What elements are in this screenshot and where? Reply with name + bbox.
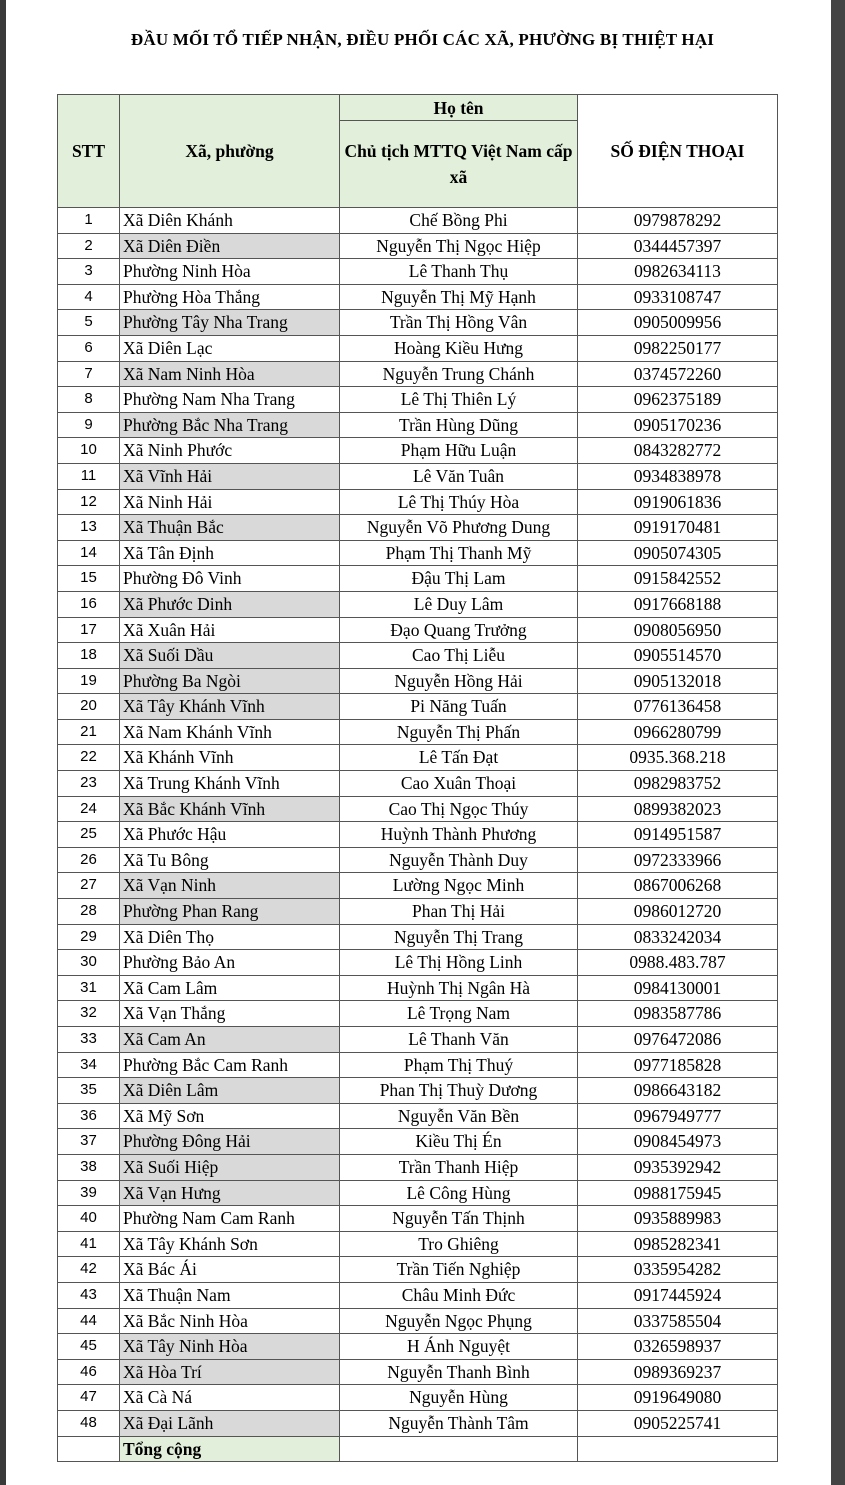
table-row <box>58 1027 778 1053</box>
row-commune: Xã Vĩnh Hải <box>120 463 340 489</box>
table-row <box>58 873 778 899</box>
row-stt: 7 <box>58 361 120 387</box>
table-row <box>58 1052 778 1078</box>
row-phone: 0867006268 <box>578 873 778 899</box>
row-chairman-name: Nguyễn Thành Duy <box>340 847 578 873</box>
table-row <box>58 489 778 515</box>
page-edge-right <box>831 0 845 1485</box>
row-chairman-name: Phan Thị Thuỳ Dương <box>340 1078 578 1104</box>
row-phone: 0905170236 <box>578 412 778 438</box>
table-row <box>58 335 778 361</box>
row-phone: 0337585504 <box>578 1308 778 1334</box>
row-chairman-name: Lường Ngọc Minh <box>340 873 578 899</box>
table-row <box>58 1385 778 1411</box>
table-row <box>58 1129 778 1155</box>
row-chairman-name: Châu Minh Đức <box>340 1282 578 1308</box>
table-row <box>58 515 778 541</box>
row-stt: 27 <box>58 873 120 899</box>
row-stt: 48 <box>58 1410 120 1436</box>
table-row <box>58 1282 778 1308</box>
row-stt: 5 <box>58 310 120 336</box>
row-phone: 0982634113 <box>578 259 778 285</box>
row-chairman-name: Huỳnh Thành Phương <box>340 822 578 848</box>
row-commune: Xã Phước Dinh <box>120 591 340 617</box>
row-chairman-name: Nguyễn Tấn Thịnh <box>340 1206 578 1232</box>
row-stt: 23 <box>58 771 120 797</box>
page-edge-left <box>0 0 6 1485</box>
row-phone: 0905009956 <box>578 310 778 336</box>
total-row <box>58 1436 778 1462</box>
row-phone: 0984130001 <box>578 975 778 1001</box>
row-chairman-name: Nguyễn Võ Phương Dung <box>340 515 578 541</box>
row-chairman-name: Nguyễn Ngọc Phụng <box>340 1308 578 1334</box>
row-chairman-name: Phạm Thị Thuý <box>340 1052 578 1078</box>
table-row <box>58 310 778 336</box>
row-phone: 0919170481 <box>578 515 778 541</box>
row-chairman-name: Lê Duy Lâm <box>340 591 578 617</box>
row-chairman-name: Pi Năng Tuấn <box>340 694 578 720</box>
row-chairman-name: Nguyễn Thị Trang <box>340 924 578 950</box>
row-commune: Xã Thuận Nam <box>120 1282 340 1308</box>
header-stt: STT <box>58 95 120 208</box>
row-chairman-name: Phạm Hữu Luận <box>340 438 578 464</box>
row-stt: 18 <box>58 643 120 669</box>
table-row <box>58 361 778 387</box>
row-phone: 0982250177 <box>578 335 778 361</box>
row-stt: 33 <box>58 1027 120 1053</box>
row-phone: 0905074305 <box>578 540 778 566</box>
row-phone: 0972333966 <box>578 847 778 873</box>
row-commune: Phường Tây Nha Trang <box>120 310 340 336</box>
row-chairman-name: Cao Thị Ngọc Thúy <box>340 796 578 822</box>
table-row <box>58 412 778 438</box>
row-chairman-name: Lê Văn Tuân <box>340 463 578 489</box>
table-row <box>58 847 778 873</box>
row-chairman-name: Phan Thị Hải <box>340 899 578 925</box>
row-commune: Phường Nam Cam Ranh <box>120 1206 340 1232</box>
table-row <box>58 1180 778 1206</box>
row-commune: Xã Diên Điền <box>120 233 340 259</box>
row-stt: 10 <box>58 438 120 464</box>
row-chairman-name: Tro Ghiêng <box>340 1231 578 1257</box>
table-row <box>58 463 778 489</box>
table-row <box>58 1257 778 1283</box>
row-commune: Phường Nam Nha Trang <box>120 387 340 413</box>
row-stt: 28 <box>58 899 120 925</box>
row-chairman-name: Chế Bồng Phi <box>340 208 578 234</box>
row-commune: Phường Đông Hải <box>120 1129 340 1155</box>
row-phone: 0905225741 <box>578 1410 778 1436</box>
table-row <box>58 924 778 950</box>
total-empty-cell <box>340 1436 578 1462</box>
row-phone: 0962375189 <box>578 387 778 413</box>
row-chairman-name: Lê Tấn Đạt <box>340 745 578 771</box>
row-phone: 0934838978 <box>578 463 778 489</box>
table-row <box>58 745 778 771</box>
row-chairman-name: Nguyễn Thanh Bình <box>340 1359 578 1385</box>
row-commune: Xã Vạn Thắng <box>120 1001 340 1027</box>
row-commune: Xã Vạn Hưng <box>120 1180 340 1206</box>
row-stt: 31 <box>58 975 120 1001</box>
row-phone: 0985282341 <box>578 1231 778 1257</box>
row-chairman-name: Trần Hùng Dũng <box>340 412 578 438</box>
row-stt: 6 <box>58 335 120 361</box>
row-stt: 46 <box>58 1359 120 1385</box>
header-commune: Xã, phường <box>120 95 340 208</box>
row-commune: Xã Nam Khánh Vĩnh <box>120 719 340 745</box>
row-stt: 30 <box>58 950 120 976</box>
row-chairman-name: Nguyễn Hùng <box>340 1385 578 1411</box>
row-stt: 17 <box>58 617 120 643</box>
table-row <box>58 1154 778 1180</box>
row-commune: Xã Suối Hiệp <box>120 1154 340 1180</box>
row-stt: 39 <box>58 1180 120 1206</box>
table-row <box>58 208 778 234</box>
table-row <box>58 796 778 822</box>
row-chairman-name: Nguyễn Thành Tâm <box>340 1410 578 1436</box>
row-phone: 0914951587 <box>578 822 778 848</box>
table-row <box>58 694 778 720</box>
row-phone: 0326598937 <box>578 1334 778 1360</box>
row-commune: Xã Ninh Phước <box>120 438 340 464</box>
row-commune: Xã Khánh Vĩnh <box>120 745 340 771</box>
table-row <box>58 1334 778 1360</box>
row-stt: 32 <box>58 1001 120 1027</box>
row-stt: 8 <box>58 387 120 413</box>
row-phone: 0899382023 <box>578 796 778 822</box>
row-stt: 21 <box>58 719 120 745</box>
table-row <box>58 1308 778 1334</box>
row-chairman-name: Trần Tiến Nghiệp <box>340 1257 578 1283</box>
row-phone: 0935889983 <box>578 1206 778 1232</box>
table-row <box>58 1206 778 1232</box>
row-phone: 0979878292 <box>578 208 778 234</box>
row-commune: Phường Phan Rang <box>120 899 340 925</box>
row-stt: 38 <box>58 1154 120 1180</box>
total-empty-cell <box>58 1436 120 1462</box>
row-phone: 0905514570 <box>578 643 778 669</box>
row-chairman-name: Cao Thị Liễu <box>340 643 578 669</box>
row-commune: Xã Mỹ Sơn <box>120 1103 340 1129</box>
row-stt: 29 <box>58 924 120 950</box>
header-name-group: Họ tên <box>340 95 578 121</box>
row-phone: 0776136458 <box>578 694 778 720</box>
row-phone: 0988175945 <box>578 1180 778 1206</box>
row-chairman-name: Nguyễn Thị Phấn <box>340 719 578 745</box>
row-stt: 40 <box>58 1206 120 1232</box>
table-row <box>58 387 778 413</box>
row-commune: Xã Nam Ninh Hòa <box>120 361 340 387</box>
row-phone: 0986643182 <box>578 1078 778 1104</box>
row-phone: 0933108747 <box>578 284 778 310</box>
row-stt: 3 <box>58 259 120 285</box>
table-row <box>58 950 778 976</box>
row-chairman-name: Lê Thị Thúy Hòa <box>340 489 578 515</box>
row-commune: Xã Tây Khánh Vĩnh <box>120 694 340 720</box>
row-phone: 0989369237 <box>578 1359 778 1385</box>
row-phone: 0983587786 <box>578 1001 778 1027</box>
row-commune: Phường Ba Ngòi <box>120 668 340 694</box>
row-commune: Xã Trung Khánh Vĩnh <box>120 771 340 797</box>
row-stt: 37 <box>58 1129 120 1155</box>
row-chairman-name: Nguyễn Thị Ngọc Hiệp <box>340 233 578 259</box>
table-row <box>58 643 778 669</box>
table-row <box>58 1001 778 1027</box>
row-stt: 11 <box>58 463 120 489</box>
row-phone: 0833242034 <box>578 924 778 950</box>
table-row <box>58 899 778 925</box>
row-stt: 4 <box>58 284 120 310</box>
row-phone: 0335954282 <box>578 1257 778 1283</box>
row-commune: Phường Bắc Cam Ranh <box>120 1052 340 1078</box>
table-row <box>58 566 778 592</box>
row-phone: 0915842552 <box>578 566 778 592</box>
row-chairman-name: Lê Thanh Văn <box>340 1027 578 1053</box>
row-stt: 35 <box>58 1078 120 1104</box>
total-label: Tổng cộng <box>120 1436 340 1462</box>
row-chairman-name: Lê Trọng Nam <box>340 1001 578 1027</box>
row-chairman-name: Nguyễn Hồng Hải <box>340 668 578 694</box>
row-commune: Xã Tây Khánh Sơn <box>120 1231 340 1257</box>
row-commune: Phường Ninh Hòa <box>120 259 340 285</box>
row-phone: 0843282772 <box>578 438 778 464</box>
row-commune: Xã Bắc Ninh Hòa <box>120 1308 340 1334</box>
row-stt: 2 <box>58 233 120 259</box>
row-commune: Xã Xuân Hải <box>120 617 340 643</box>
row-commune: Phường Bắc Nha Trang <box>120 412 340 438</box>
row-commune: Phường Hòa Thắng <box>120 284 340 310</box>
row-stt: 43 <box>58 1282 120 1308</box>
row-phone: 0982983752 <box>578 771 778 797</box>
row-chairman-name: Kiều Thị Én <box>340 1129 578 1155</box>
row-stt: 45 <box>58 1334 120 1360</box>
row-commune: Xã Cam Lâm <box>120 975 340 1001</box>
row-commune: Phường Đô Vinh <box>120 566 340 592</box>
table-row <box>58 259 778 285</box>
contact-table <box>57 94 778 1462</box>
table-body <box>58 208 778 1462</box>
row-phone: 0908056950 <box>578 617 778 643</box>
table-row <box>58 1410 778 1436</box>
row-commune: Xã Suối Dầu <box>120 643 340 669</box>
row-chairman-name: H Ánh Nguyệt <box>340 1334 578 1360</box>
table-row <box>58 975 778 1001</box>
row-phone: 0908454973 <box>578 1129 778 1155</box>
header-phone: SỐ ĐIỆN THOẠI <box>578 95 778 208</box>
row-commune: Phường Bảo An <box>120 950 340 976</box>
row-commune: Xã Tu Bông <box>120 847 340 873</box>
table-row <box>58 719 778 745</box>
row-stt: 24 <box>58 796 120 822</box>
row-stt: 16 <box>58 591 120 617</box>
row-commune: Xã Diên Lâm <box>120 1078 340 1104</box>
row-stt: 9 <box>58 412 120 438</box>
row-phone: 0935392942 <box>578 1154 778 1180</box>
row-chairman-name: Hoàng Kiều Hưng <box>340 335 578 361</box>
row-commune: Xã Thuận Bắc <box>120 515 340 541</box>
table-row <box>58 1231 778 1257</box>
row-stt: 22 <box>58 745 120 771</box>
total-empty-cell <box>578 1436 778 1462</box>
row-stt: 12 <box>58 489 120 515</box>
row-chairman-name: Trần Thị Hồng Vân <box>340 310 578 336</box>
row-stt: 13 <box>58 515 120 541</box>
row-chairman-name: Nguyễn Thị Mỹ Hạnh <box>340 284 578 310</box>
document-title: ĐẦU MỐI TỔ TIẾP NHẬN, ĐIỀU PHỐI CÁC XÃ, PHƯỜNG BỊ THIỆT HẠI <box>130 30 715 49</box>
table-row <box>58 438 778 464</box>
table-row <box>58 1078 778 1104</box>
table-row <box>58 591 778 617</box>
row-commune: Xã Tân Định <box>120 540 340 566</box>
row-commune: Xã Vạn Ninh <box>120 873 340 899</box>
row-phone: 0935.368.218 <box>578 745 778 771</box>
row-stt: 34 <box>58 1052 120 1078</box>
row-commune: Xã Phước Hậu <box>120 822 340 848</box>
row-chairman-name: Lê Thị Hồng Linh <box>340 950 578 976</box>
table-row <box>58 668 778 694</box>
table-row <box>58 1103 778 1129</box>
row-commune: Xã Hòa Trí <box>120 1359 340 1385</box>
row-phone: 0919649080 <box>578 1385 778 1411</box>
row-chairman-name: Cao Xuân Thoại <box>340 771 578 797</box>
row-phone: 0976472086 <box>578 1027 778 1053</box>
row-commune: Xã Diên Thọ <box>120 924 340 950</box>
row-chairman-name: Nguyễn Trung Chánh <box>340 361 578 387</box>
row-chairman-name: Lê Công Hùng <box>340 1180 578 1206</box>
row-chairman-name: Trần Thanh Hiệp <box>340 1154 578 1180</box>
row-phone: 0905132018 <box>578 668 778 694</box>
header-chairman: Chủ tịch MTTQ Việt Nam cấp xã <box>340 121 578 208</box>
table-row <box>58 771 778 797</box>
row-phone: 0344457397 <box>578 233 778 259</box>
row-commune: Xã Bắc Khánh Vĩnh <box>120 796 340 822</box>
row-chairman-name: Huỳnh Thị Ngân Hà <box>340 975 578 1001</box>
row-stt: 1 <box>58 208 120 234</box>
table-row <box>58 1359 778 1385</box>
row-commune: Xã Ninh Hải <box>120 489 340 515</box>
row-commune: Xã Tây Ninh Hòa <box>120 1334 340 1360</box>
row-commune: Xã Diên Lạc <box>120 335 340 361</box>
row-stt: 36 <box>58 1103 120 1129</box>
row-stt: 42 <box>58 1257 120 1283</box>
row-phone: 0919061836 <box>578 489 778 515</box>
row-commune: Xã Bác Ái <box>120 1257 340 1283</box>
row-phone: 0966280799 <box>578 719 778 745</box>
row-phone: 0374572260 <box>578 361 778 387</box>
row-stt: 41 <box>58 1231 120 1257</box>
row-stt: 25 <box>58 822 120 848</box>
row-stt: 47 <box>58 1385 120 1411</box>
row-chairman-name: Nguyễn Văn Bền <box>340 1103 578 1129</box>
row-stt: 19 <box>58 668 120 694</box>
row-phone: 0917668188 <box>578 591 778 617</box>
row-stt: 26 <box>58 847 120 873</box>
row-stt: 44 <box>58 1308 120 1334</box>
row-commune: Xã Đại Lãnh <box>120 1410 340 1436</box>
row-phone: 0986012720 <box>578 899 778 925</box>
row-phone: 0967949777 <box>578 1103 778 1129</box>
row-chairman-name: Lê Thanh Thụ <box>340 259 578 285</box>
table-row <box>58 540 778 566</box>
row-phone: 0988.483.787 <box>578 950 778 976</box>
row-chairman-name: Lê Thị Thiên Lý <box>340 387 578 413</box>
row-phone: 0917445924 <box>578 1282 778 1308</box>
table-row <box>58 233 778 259</box>
row-chairman-name: Phạm Thị Thanh Mỹ <box>340 540 578 566</box>
row-stt: 20 <box>58 694 120 720</box>
row-chairman-name: Đậu Thị Lam <box>340 566 578 592</box>
row-stt: 15 <box>58 566 120 592</box>
row-chairman-name: Đạo Quang Trưởng <box>340 617 578 643</box>
row-commune: Xã Cà Ná <box>120 1385 340 1411</box>
row-phone: 0977185828 <box>578 1052 778 1078</box>
row-commune: Xã Cam An <box>120 1027 340 1053</box>
table-row <box>58 617 778 643</box>
table-row <box>58 822 778 848</box>
row-stt: 14 <box>58 540 120 566</box>
row-commune: Xã Diên Khánh <box>120 208 340 234</box>
table-row <box>58 284 778 310</box>
